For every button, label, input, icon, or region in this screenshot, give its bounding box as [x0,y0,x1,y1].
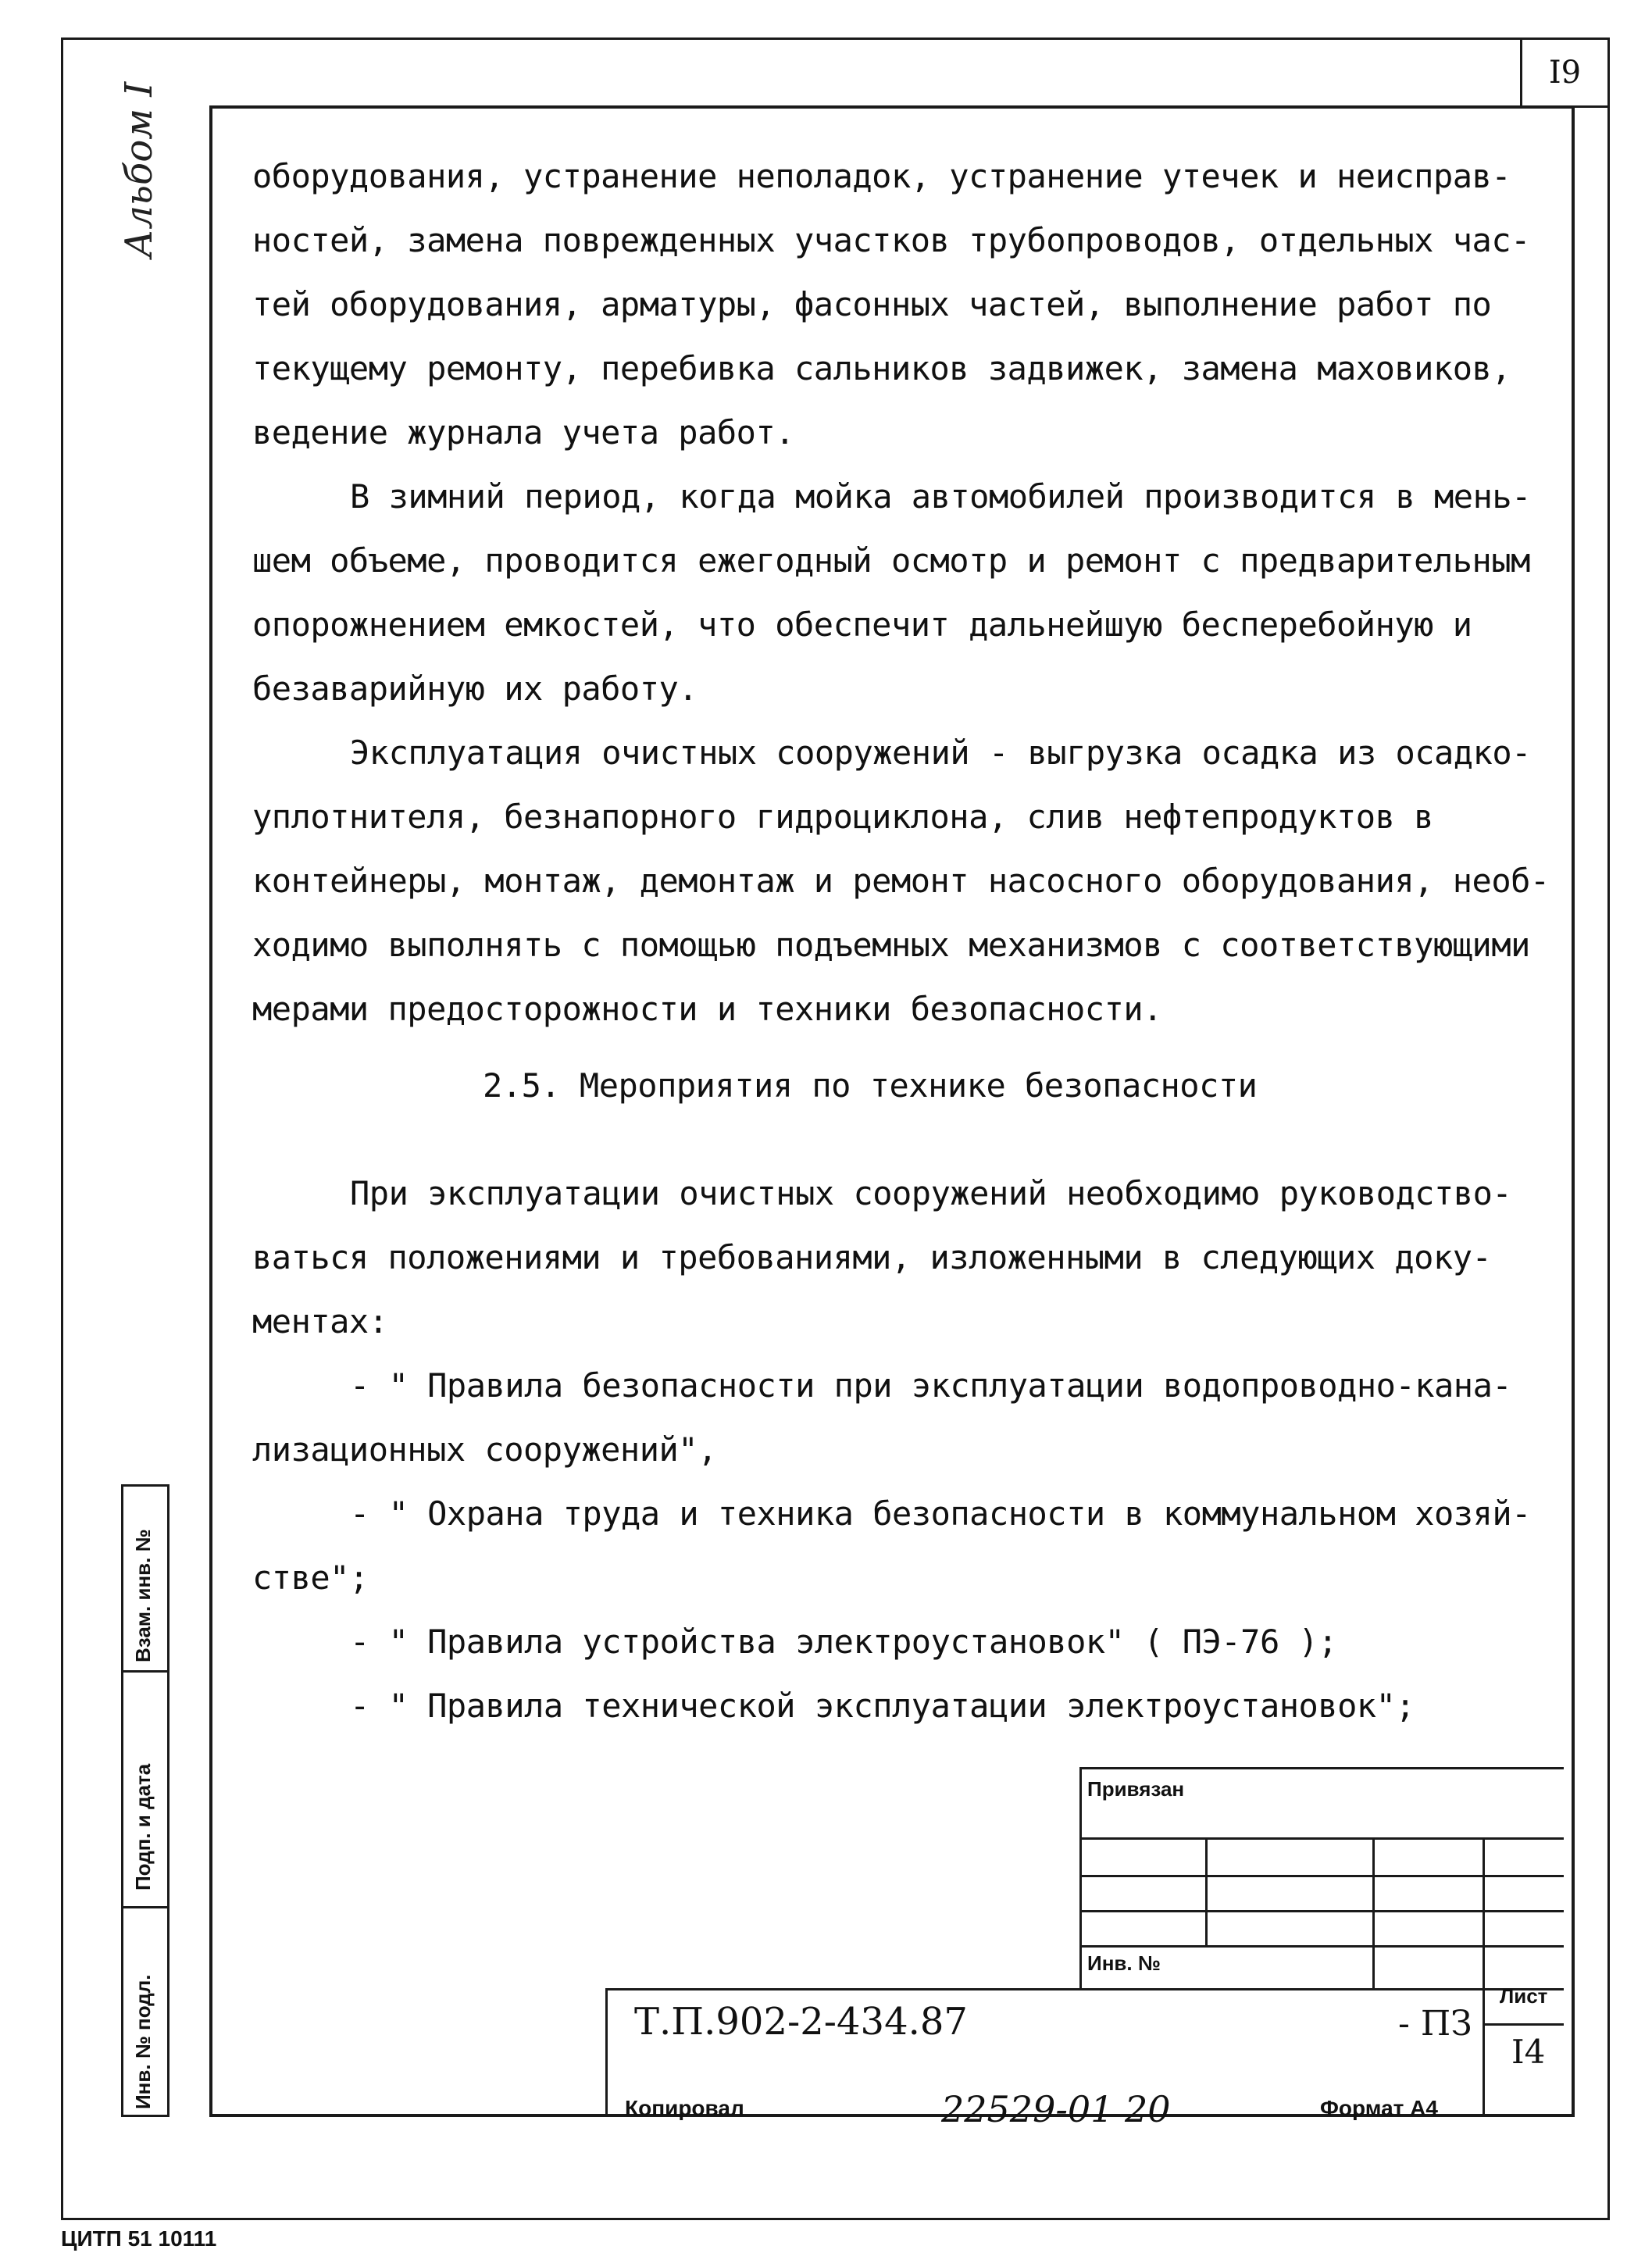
text-line: ваться положениями и требованиями, изложенными в следующих доку- [252,1238,1492,1276]
title-block-line [1483,1988,1485,2117]
album-label: Альбом I [117,81,161,258]
paragraph-3 [252,721,1550,1041]
text-line: - " Правила устройства электроустановок" ( ПЭ-76 ); [350,1623,1338,1661]
text-line: В зимний период, когда мойка автомобилей производится в мень- [350,477,1531,516]
text-line: лизационных сооружений", [252,1430,717,1469]
sheet-number: I4 [1511,2033,1546,2071]
text-line: шем объеме, проводится ежегодный осмотр и ремонт с предварительным [252,541,1530,580]
title-block-line [1205,1837,1208,1947]
inv-no-label: Инв. № [1087,1951,1161,1975]
list-item-3 [252,1610,1533,1674]
text-line: - " Правила безопасности при эксплуатации водопроводно-кана- [350,1366,1512,1405]
text-line: стве"; [252,1558,369,1597]
paragraph-1 [252,145,1533,465]
title-block-line [1372,1837,1375,1990]
main-text [252,145,1550,1738]
page-number: I9 [1520,37,1610,108]
document-code: Т.П.902-2-434.87 [634,2000,968,2044]
title-block-line [605,1988,608,2117]
format-label: Формат А4 [1320,2096,1438,2120]
list-item-4 [252,1674,1533,1738]
text-line: - " Правила технической эксплуатации электроустановок"; [350,1687,1415,1725]
text-line: мерами предосторожности и техники безопасности. [252,990,1162,1028]
paragraph-4 [252,1162,1533,1354]
text-line: Эксплуатация очистных сооружений - выгрузка осадка из осадко- [350,734,1531,772]
stamp-vzam-label: Взам. инв. № [131,1529,155,1662]
text-line: ведение журнала учета работ. [252,413,795,452]
title-block-line [1079,1910,1564,1912]
stamp-podp-label: Подп. и дата [131,1763,155,1890]
title-block-line [1079,1875,1564,1877]
title-block-line [1079,1767,1564,1769]
text-line: При эксплуатации очистных сооружений необходимо руководство- [350,1174,1512,1212]
stamp-divider [121,1906,169,1908]
text-line: ментах: [252,1302,388,1341]
publisher-stamp: ЦИТП 51 10111 [61,2226,217,2251]
copied-label: Копировал [625,2096,744,2120]
text-line: контейнеры, монтаж, демонтаж и ремонт насосного оборудования, необ- [252,862,1550,900]
text-line: уплотнителя, безнапорного гидроциклона, слив нефтепродуктов в [252,798,1433,836]
title-block-line [1079,1767,1082,1990]
text-line: ностей, замена поврежденных участков трубопроводов, отдельных час- [252,221,1530,259]
list-item-1 [252,1354,1533,1482]
text-line: оборудования, устранение неполадок, устранение утечек и неисправ- [252,157,1511,195]
title-block-line [1483,1837,1485,1990]
archive-number: 22529-01 20 [941,2088,1171,2130]
list-item-2 [252,1482,1533,1610]
text-line: тей оборудования, арматуры, фасонных частей, выполнение работ по [252,285,1492,323]
paragraph-2 [252,465,1533,721]
text-line: ходимо выполнять с помощью подъемных механизмов с соответствующими [252,926,1530,964]
text-line: безаварийную их работу. [252,669,698,708]
text-line: - " Охрана труда и техника безопасности в коммунальном хозяй- [350,1494,1531,1533]
stamp-divider [121,1670,169,1673]
title-block-line [1483,2023,1564,2026]
title-block-line [1079,1837,1564,1840]
text-line: текущему ремонту, перебивка сальников задвижек, замена маховиков, [252,349,1511,387]
document-suffix: - ПЗ [1398,2004,1472,2044]
title-block-line [605,1988,1564,1990]
sheet-label: Лист [1500,1984,1548,2008]
text-line: опорожнением емкостей, что обеспечит дальнейшую бесперебойную и [252,605,1472,644]
stamp-inv-label: Инв. № подл. [131,1974,155,2109]
section-heading: 2.5. Мероприятия по технике безопасности [483,1066,1258,1105]
title-block-line [1079,1945,1564,1948]
privyazan-label: Привязан [1087,1777,1185,1801]
